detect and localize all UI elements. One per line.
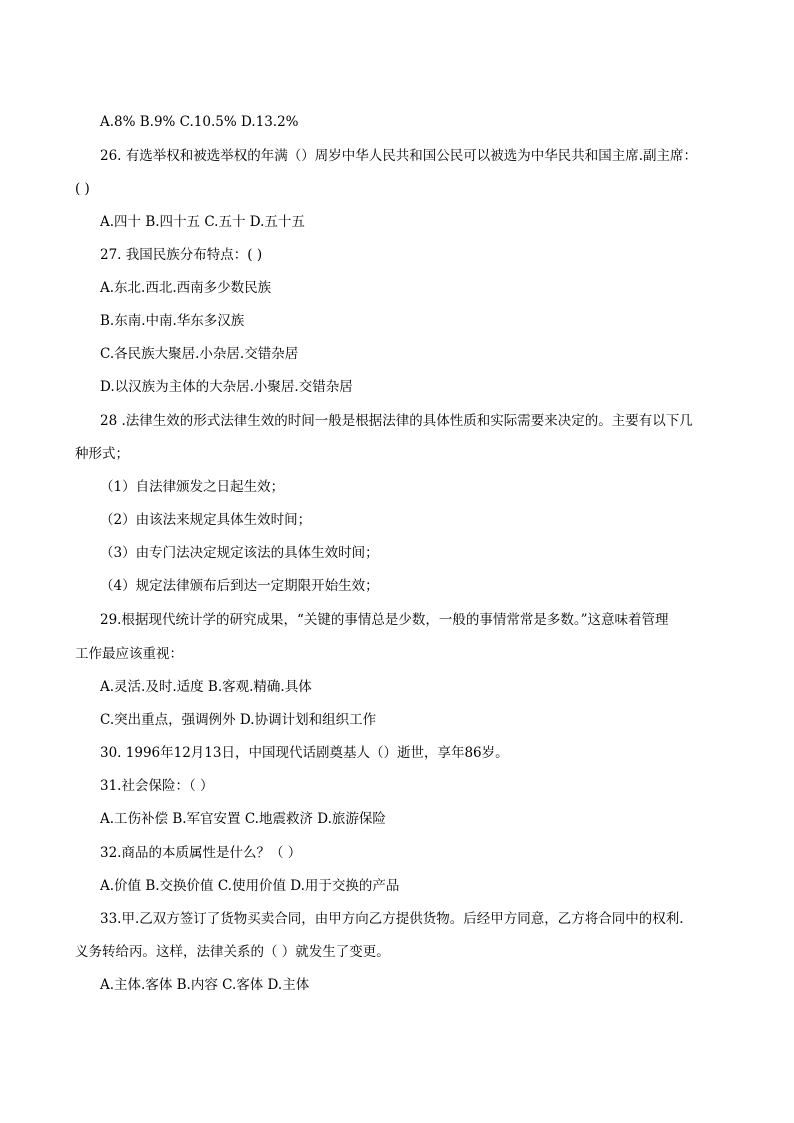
answer-option-27-d: D.以汉族为主体的大杂居.小聚居.交错杂居 [100,379,353,395]
answer-options-32: A.价值 B.交换价值 C.使用价值 D.用于交换的产品 [100,878,400,894]
question-31: 31.社会保险：（ ） [100,778,214,794]
list-item-28-2: （2）由该法来规定具体生效时间； [100,512,312,528]
question-27: 27. 我国民族分布特点：( ) [100,247,263,263]
list-item-28-1: （1）自法律颁发之日起生效； [100,479,285,495]
answer-options-29-ab: A.灵活.及时.适度 B.客观.精确.具体 [100,679,312,695]
question-32: 32.商品的本质属性是什么？（ ） [100,845,302,861]
answer-options-26: A.四十 B.四十五 C.五十 D.五十五 [100,214,305,230]
question-26: 26. 有选举权和被选举权的年满（）周岁中华人民共和国公民可以被选为中华民共和国主席.副主席： [100,148,698,164]
question-33: 33.甲.乙双方签订了货物买卖合同，由甲方向乙方提供货物。后经甲方同意，乙方将合同中的权利. [100,911,684,927]
answer-options-29-cd: C.突出重点，强调例外 D.协调计划和组织工作 [100,712,377,728]
answer-option-27-a: A.东北.西北.西南多少数民族 [100,280,272,296]
answer-options-33: A.主体.客体 B.内容 C.客体 D.主体 [100,977,310,993]
answer-options-31: A.工伤补偿 B.军官安置 C.地震救济 D.旅游保险 [100,811,386,827]
question-26-continuation: ( ) [75,181,90,197]
question-33-continuation: 义务转给丙。这样，法律关系的（ ）就发生了变更。 [75,944,390,960]
answer-option-27-c: C.各民族大聚居.小杂居.交错杂居 [100,346,299,362]
question-30: 30. 1996年12月13日，中国现代话剧奠基人（）逝世，享年86岁。 [100,745,509,761]
question-29: 29.根据现代统计学的研究成果，“关键的事情总是少数，一般的事情常常是多数。”这意味着管理 [100,612,669,628]
question-28: 28 .法律生效的形式法律生效的时间一般是根据法律的具体性质和实际需要来决定的。主要有以下几 [100,413,693,429]
answer-option-27-b: B.东南.中南.华东多汉族 [100,313,245,329]
question-29-continuation: 工作最应该重视： [75,646,183,662]
question-28-continuation: 种形式； [75,446,129,462]
list-item-28-3: （3）由专门法决定规定该法的具体生效时间； [100,545,379,561]
list-item-28-4: （4）规定法律颁布后到达一定期限开始生效； [100,578,379,594]
answer-options-25: A.8% B.9% C.10.5% D.13.2% [100,114,299,130]
